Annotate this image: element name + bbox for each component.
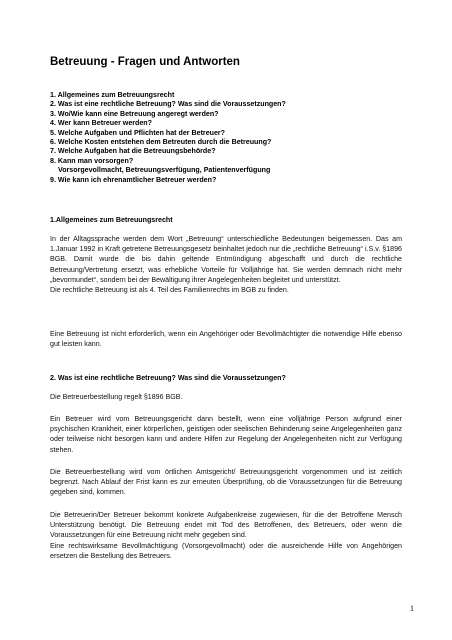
section-1-paragraph: In der Alltagssprache werden dem Wort „Betreuung“ unterschiedliche Bedeutungen beigemessen. Das am 1.Januar 1992 in Kraft getretene Betreuungsgesetz beinhaltet jedoch nur die „rechtliche Betreuung“ i.S.v. §1896 BGB. Damit wurde die bis dahin geltende Entmündigung abgeschafft und durch die rechtliche Betreuung/Vertretung ersetzt, was erhebliche Vorteile für Volljährige hat. Sie werden demnach nicht mehr „bevormundet“, sondern bei der Bewältigung ihrer Angelegenheiten begleitet und unterstützt. Die rechtliche Betreuung ist als 4. Teil des Familienrechts im BGB zu finden. bbox=[50, 235, 402, 295]
section-2-paragraph: Die Betreuerin/Der Betreuer bekommt konkrete Aufgabenkreise zugewiesen, für die der Betroffene Mensch Unterstützung benötigt. Die Betreuung endet mit Tod des Betroffenen, des Betreuers, oder wenn die Voraussetzungen für eine Betreuung nicht mehr gegeben sind. Eine rechtswirksame Bevollmächtigung (Vorsorgevollmacht) oder die ausreichende Hilfe von Angehörigen ersetzen die Bestellung des Betreuers. bbox=[50, 511, 402, 560]
toc-item: 6. Welche Kosten entstehen dem Betreuten durch die Betreuung? bbox=[50, 138, 272, 147]
document-title: Betreuung - Fragen und Antworten bbox=[50, 56, 240, 68]
toc-item: 8. Kann man vorsorgen? bbox=[50, 156, 134, 165]
section-2-paragraph: Ein Betreuer wird vom Betreuungsgericht dann bestellt, wenn eine volljährige Person aufgrund einer psychischen Krankheit, einer körperlichen, geistigen oder seelischen Behinderung seine Angelegenheiten ganz oder teilweise nicht besorgen kann und andere Hilfen zur Regelung der Angelegenheiten nicht zur Verfügung stehen. bbox=[50, 415, 402, 454]
toc-item: 1. Allgemeines zum Betreuungsrecht bbox=[50, 91, 175, 99]
toc-item: 9. Wie kann ich ehrenamtlicher Betreuer werden? bbox=[50, 175, 217, 184]
section-2-heading: 2. Was ist eine rechtliche Betreuung? Was sind die Voraussetzungen? bbox=[50, 374, 286, 382]
toc-item: 5. Welche Aufgaben und Pflichten hat der Betreuer? bbox=[50, 128, 226, 137]
section-1-heading: 1.Allgemeines zum Betreuungsrecht bbox=[50, 216, 173, 224]
page-number: 1 bbox=[410, 604, 414, 613]
toc-item: 3. Wo/Wie kann eine Betreuung angeregt werden? bbox=[50, 109, 219, 118]
toc-item: 4. Wer kann Betreuer werden? bbox=[50, 119, 152, 128]
toc-item: 7. Welche Aufgaben hat die Betreuungsbehörde? bbox=[50, 147, 216, 156]
table-of-contents bbox=[50, 91, 410, 185]
toc-item: 2. Was ist eine rechtliche Betreuung? Was sind die Voraussetzungen? bbox=[50, 100, 286, 109]
section-2-paragraph: Die Betreuerbestellung wird vom örtlichen Amtsgericht/ Betreuungsgericht vorgenommen und ist zeitlich begrenzt. Nach Ablauf der Frist kann es zur erneuten Überprüfung, ob die Voraussetzungen für die Betreuung gegeben sind, kommen. bbox=[50, 468, 402, 497]
section-2-paragraph: Die Betreuerbestellung regelt §1896 BGB. bbox=[50, 393, 183, 401]
toc-item-subline: Vorsorgevollmacht, Betreuungsverfügung, Patientenverfügung bbox=[58, 166, 271, 175]
section-1-paragraph: Eine Betreuung ist nicht erforderlich, wenn ein Angehöriger oder Bevollmächtigter die notwendige Hilfe ebenso gut leisten kann. bbox=[50, 330, 402, 349]
